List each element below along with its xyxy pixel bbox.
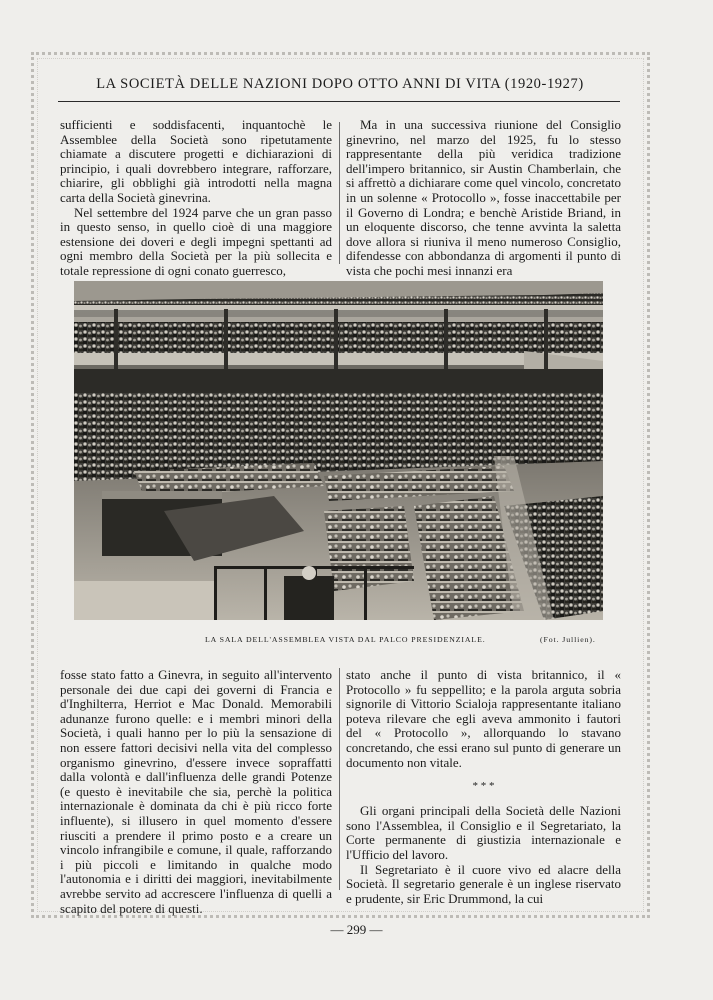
photo-graphic	[74, 281, 603, 620]
column-rule	[339, 668, 340, 890]
section-asterism: * * *	[472, 780, 495, 793]
top-left-column	[60, 118, 332, 279]
paragraph: sufficienti e soddisfacenti, inquantochè le Assemblee della Società sono ripetutamente chiamate a discutere progetti e dichiarazioni di principio, i quali dovrebbero integrare, rafforzare, chiarire, gli obblighi già introdotti nella magna carta della Società ginevrina.	[60, 117, 332, 205]
bottom-right-column	[346, 668, 621, 906]
column-rule	[339, 122, 340, 264]
top-right-column	[346, 118, 621, 279]
photo-credit: (Fot. Jullien).	[540, 635, 596, 644]
paragraph: Ma in una successiva riunione del Consiglio ginevrino, nel marzo del 1925, fu lo stesso rappresentante della più veridica tradizione dell'impero britannico, sir Austin Chamberlain, che si affrettò a dichiarare come quel vincolo, concretato in un solenne « Protocollo », fosse inaccettabile per il Governo di Londra; e benchè Aristide Briand, in un eloquente discorso, che tenne avvinta la saletta dove allora si riuniva il meno numeroso Consiglio, difendesse con abbondanza di argomenti il punto di vista che pochi mesi innanzi era	[346, 117, 621, 278]
running-header: LA SOCIETÀ DELLE NAZIONI DOPO OTTO ANNI DI VITA (1920-1927)	[96, 76, 584, 92]
paragraph: Gli organi principali della Società delle Nazioni sono l'Assemblea, il Consiglio e il Segretariato, la Corte permanente di giustizia internazionale e l'Ufficio del lavoro.	[346, 803, 621, 862]
page-number: — 299 —	[330, 922, 383, 937]
figure-caption: LA SALA DELL'ASSEMBLEA VISTA DAL PALCO PRESIDENZIALE.	[205, 635, 486, 644]
paragraph: fosse stato fatto a Ginevra, in seguito all'intervento personale dei due capi dei governi di Francia e d'Inghilterra, Herriot e Mac Donald. Memorabili adunanze furono quelle: e i membri minori della Società, i quali hanno per lo più la sensazione di non essere fattori decisivi nella vita del complesso organismo ginevrino, d'essere invece sopraffatti dalla volontà e dall'influenza delle grandi Potenze (e questo è inevitabile che sia, perchè la politica internazionale è dominata da chi è più ricco forte influente), si illusero in quel momento d'essere riusciti a prendere il primo posto e a creare un vincolo infrangibile e comune, il quale, rafforzando i più piccoli e limitando in qualche modo l'autonomia e i diritti dei maggiori, inevitabilmente avrebbe servito ad accrescere l'influenza di quelli a scapito del potere di questi.	[60, 667, 332, 916]
paragraph: stato anche il punto di vista britannico, il « Protocollo » fu seppellito; e la parola arguta sobria signorile di Vittorio Scialoja rappresentante italiano poteva rilevare che egli aveva ammonito i fautori del « Protocollo », allorquando lo stavano concretando, che essi erano sul punto di generare un documento non vitale.	[346, 667, 621, 770]
assembly-hall-photo	[74, 281, 603, 620]
paragraph: Il Segretariato è il cuore vivo ed alacre della Società. Il segretario generale è un inglese riservato e prudente, sir Eric Drummond, la cui	[346, 861, 621, 906]
bottom-left-column	[60, 668, 332, 916]
paragraph: Nel settembre del 1924 parve che un gran passo in questo senso, in quello cioè di una maggiore estensione dei doveri e degli impegni spettanti ad ogni membro della Società per la più sollecita e totale repressione di ogni conato guerresco,	[60, 204, 332, 278]
header-rule	[58, 101, 620, 102]
